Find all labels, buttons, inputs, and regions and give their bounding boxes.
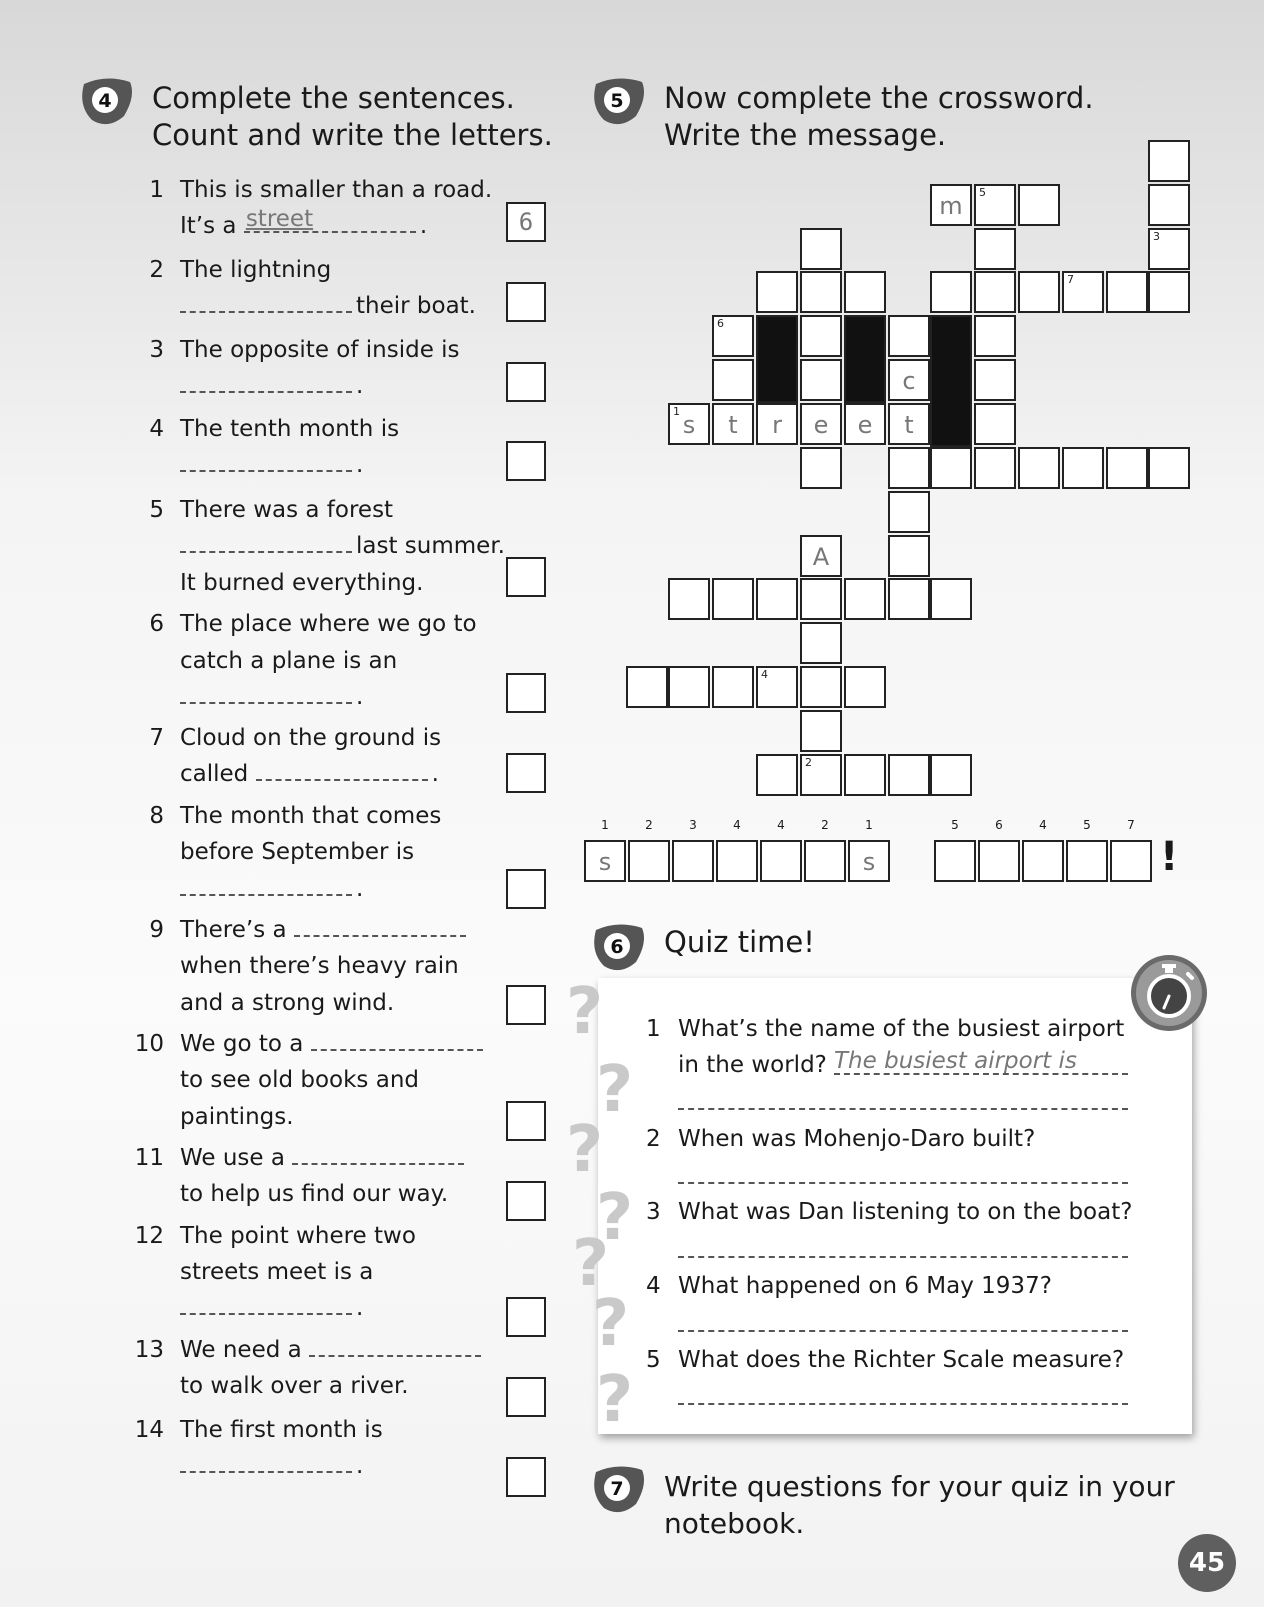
answer-blank[interactable] — [180, 529, 352, 553]
answer-blank[interactable] — [294, 913, 466, 937]
letter-count-box[interactable] — [506, 1297, 546, 1337]
answer-blank[interactable] — [180, 872, 352, 896]
crossword-cell[interactable] — [800, 754, 842, 796]
message-number: 3 — [689, 818, 697, 832]
message-number: 4 — [1039, 818, 1047, 832]
answer-line[interactable] — [678, 1182, 1128, 1184]
item-text: We need a — [180, 1337, 302, 1363]
answer-blank[interactable] — [180, 289, 352, 313]
item-text: There’s a — [180, 917, 287, 943]
item-number: 12 — [134, 1223, 164, 1249]
answer-blank[interactable] — [180, 1291, 352, 1315]
crossword-cell[interactable] — [712, 666, 754, 708]
crossword-cell[interactable] — [1106, 271, 1148, 313]
letter-count-box[interactable] — [506, 1457, 546, 1497]
item-number: 11 — [134, 1145, 164, 1171]
answer-line[interactable] — [678, 1330, 1128, 1332]
crossword-cell[interactable] — [888, 754, 930, 796]
letter-count-box[interactable] — [506, 985, 546, 1025]
handwritten-answer: The busiest airport is — [834, 1048, 1077, 1074]
message-number: 2 — [821, 818, 829, 832]
quiz-question-text: What does the Richter Scale measure? — [678, 1347, 1125, 1373]
crossword-cell[interactable] — [1148, 184, 1190, 226]
crossword-cell[interactable] — [1148, 271, 1190, 313]
item-text: This is smaller than a road. — [180, 177, 493, 203]
item-text: to help us find our way. — [180, 1181, 449, 1207]
section-5-title — [664, 80, 1094, 154]
section-6-title: Quiz time! — [664, 925, 815, 959]
section-7-title-line1: Write questions for your quiz in your — [664, 1470, 1175, 1503]
item-number: 2 — [149, 257, 164, 283]
clue-number: 2 — [805, 756, 812, 769]
crossword-cell[interactable]: m — [930, 184, 972, 226]
cell-letter: s — [682, 411, 696, 439]
crossword-cell[interactable] — [844, 666, 886, 708]
crossword-cell[interactable] — [756, 666, 798, 708]
item-line — [180, 288, 476, 325]
message-cell[interactable] — [978, 840, 1020, 882]
answer-blank[interactable] — [256, 757, 428, 781]
item-number: 10 — [134, 1031, 164, 1057]
crossword-cell[interactable] — [844, 754, 886, 796]
question-mark-decoration: ? — [566, 975, 604, 1049]
item-number: 14 — [134, 1417, 164, 1443]
quiz-question-number: 2 — [646, 1126, 661, 1152]
crossword-cell[interactable] — [1018, 184, 1060, 226]
crossword-cell[interactable] — [800, 447, 842, 489]
item-line — [180, 368, 363, 405]
message-number: 6 — [995, 818, 1003, 832]
item-line — [180, 871, 363, 908]
item-number: 4 — [149, 416, 164, 442]
crossword-cell[interactable] — [800, 578, 842, 620]
item-text: . — [356, 373, 364, 399]
answer-blank[interactable] — [311, 1027, 483, 1051]
crossword-cell[interactable] — [888, 578, 930, 620]
crossword-cell[interactable] — [1018, 271, 1060, 313]
letter-count-box[interactable] — [506, 673, 546, 713]
item-text: Cloud on the ground is — [180, 725, 442, 751]
crossword-cell[interactable] — [1018, 447, 1060, 489]
crossword-cell[interactable] — [668, 403, 710, 445]
message-number: 4 — [733, 818, 741, 832]
crossword-cell[interactable] — [974, 403, 1016, 445]
crossword-cell[interactable] — [800, 228, 842, 270]
item-text: We go to a — [180, 1031, 304, 1057]
crossword-cell[interactable] — [1062, 271, 1104, 313]
crossword-cell[interactable] — [668, 666, 710, 708]
message-cell[interactable]: s — [584, 840, 626, 882]
crossword-cell[interactable] — [800, 359, 842, 401]
crossword-cell[interactable] — [888, 447, 930, 489]
section-4-number: 4 — [98, 90, 112, 112]
question-mark-decoration: ? — [596, 1053, 634, 1127]
crossword-cell[interactable] — [930, 754, 972, 796]
answer-blank[interactable] — [180, 448, 352, 472]
message-cell[interactable] — [1022, 840, 1064, 882]
crossword-cell[interactable] — [974, 315, 1016, 357]
section-7-badge — [590, 1464, 646, 1514]
crossword-cell[interactable] — [1148, 228, 1190, 270]
section-5-badge — [590, 76, 646, 126]
item-number: 13 — [134, 1337, 164, 1363]
section-4-title-line1: Complete the sentences. — [152, 81, 515, 115]
crossword-cell[interactable] — [756, 754, 798, 796]
item-line — [180, 1332, 485, 1369]
item-text: to see old books and — [180, 1067, 419, 1093]
crossword-cell[interactable] — [712, 578, 754, 620]
item-text: The first month is — [180, 1417, 383, 1443]
quiz-question-number: 5 — [646, 1347, 661, 1373]
clue-number: 4 — [761, 668, 768, 681]
answer-blank[interactable] — [180, 1449, 352, 1473]
item-line — [180, 1140, 468, 1177]
item-text: . — [356, 876, 364, 902]
crossword-block — [756, 315, 798, 403]
crossword-cell[interactable]: e — [844, 403, 886, 445]
answer-blank[interactable] — [244, 206, 416, 233]
crossword-cell[interactable]: t — [888, 403, 930, 445]
question-mark-decoration: ? — [596, 1363, 634, 1437]
crossword-cell[interactable]: c — [888, 359, 930, 401]
exclamation-mark: ! — [1160, 834, 1179, 880]
answer-blank[interactable] — [180, 369, 352, 393]
page-number: 45 — [1178, 1534, 1236, 1592]
clue-number: 1 — [673, 405, 680, 418]
message-cell[interactable]: s — [848, 840, 890, 882]
item-text: . — [431, 761, 439, 787]
item-text: The point where two — [180, 1223, 416, 1249]
message-number: 1 — [865, 818, 873, 832]
message-cell[interactable] — [716, 840, 758, 882]
section-6-badge — [590, 922, 646, 972]
answer-blank[interactable] — [309, 1333, 481, 1357]
answer-line[interactable] — [678, 1108, 1128, 1110]
quiz-question-text: When was Mohenjo-Daro built? — [678, 1126, 1036, 1152]
quiz-question-number: 1 — [646, 1016, 661, 1042]
letter-count-box[interactable] — [506, 362, 546, 402]
crossword-cell[interactable]: t — [712, 403, 754, 445]
item-text: before September is — [180, 839, 415, 865]
item-text: streets meet is a — [180, 1259, 374, 1285]
quiz-question-text: in the world? — [678, 1052, 827, 1078]
handwritten-answer: street — [245, 206, 314, 232]
clue-number: 6 — [717, 317, 724, 330]
message-number: 2 — [645, 818, 653, 832]
quiz-question-number: 3 — [646, 1199, 661, 1225]
crossword-cell[interactable] — [800, 710, 842, 752]
item-text: It burned everything. — [180, 570, 424, 596]
item-line — [180, 1026, 487, 1063]
message-cell[interactable] — [804, 840, 846, 882]
item-number: 5 — [149, 497, 164, 523]
item-text: It’s a — [180, 213, 237, 239]
crossword-cell[interactable] — [888, 315, 930, 357]
item-text: . — [356, 1453, 364, 1479]
crossword-cell[interactable] — [1148, 140, 1190, 182]
quiz-question-number: 4 — [646, 1273, 661, 1299]
item-line — [180, 756, 439, 793]
item-text: There was a forest — [180, 497, 394, 523]
section-4-title — [152, 80, 553, 154]
crossword-cell[interactable] — [974, 228, 1016, 270]
message-number: 5 — [951, 818, 959, 832]
message-cell[interactable] — [934, 840, 976, 882]
item-text: to walk over a river. — [180, 1373, 409, 1399]
crossword-cell[interactable] — [1148, 447, 1190, 489]
item-text: last summer. — [356, 533, 505, 559]
clue-number: 7 — [1067, 273, 1074, 286]
crossword-cell[interactable] — [712, 359, 754, 401]
letter-count-box[interactable] — [506, 282, 546, 322]
message-number: 1 — [601, 818, 609, 832]
item-number: 7 — [149, 725, 164, 751]
crossword-cell[interactable] — [844, 271, 886, 313]
item-text: . — [356, 684, 364, 710]
crossword-block — [844, 315, 886, 403]
section-6-number: 6 — [610, 936, 624, 958]
message-cell[interactable] — [672, 840, 714, 882]
section-5-number: 5 — [610, 90, 624, 112]
crossword-cell[interactable] — [756, 271, 798, 313]
crossword-cell[interactable] — [888, 491, 930, 533]
quiz-question-text: What’s the name of the busiest airport — [678, 1016, 1125, 1042]
letter-count-box[interactable] — [506, 1181, 546, 1221]
message-cell[interactable] — [628, 840, 670, 882]
item-line — [180, 528, 505, 565]
item-number: 8 — [149, 803, 164, 829]
item-number: 1 — [149, 177, 164, 203]
item-line — [180, 912, 470, 949]
crossword-cell[interactable] — [974, 271, 1016, 313]
message-number: 4 — [777, 818, 785, 832]
message-cell[interactable] — [1066, 840, 1108, 882]
item-number: 3 — [149, 337, 164, 363]
crossword-cell[interactable] — [712, 315, 754, 357]
crossword-cell[interactable] — [974, 447, 1016, 489]
letter-count-box[interactable] — [506, 1101, 546, 1141]
section-7-title-line2: notebook. — [664, 1507, 805, 1540]
crossword-cell[interactable] — [844, 578, 886, 620]
item-text: The tenth month is — [180, 416, 400, 442]
item-text: . — [356, 1295, 364, 1321]
section-4-title-line2: Count and write the letters. — [152, 118, 553, 152]
item-text: . — [419, 213, 428, 239]
letter-count-box[interactable] — [506, 441, 546, 481]
item-text: paintings. — [180, 1104, 294, 1130]
clue-number: 3 — [1153, 230, 1160, 243]
section-5-title-line1: Now complete the crossword. — [664, 81, 1094, 115]
letter-count-box[interactable]: 6 — [506, 202, 546, 242]
item-text: when there’s heavy rain — [180, 953, 459, 979]
section-5-title-line2: Write the message. — [664, 118, 947, 152]
crossword-cell[interactable] — [888, 535, 930, 577]
crossword-cell[interactable] — [800, 622, 842, 664]
clue-number: 5 — [979, 186, 986, 199]
crossword-cell[interactable] — [974, 359, 1016, 401]
item-text: The lightning — [180, 257, 332, 283]
letter-count-box[interactable] — [506, 869, 546, 909]
quiz-question-text: What happened on 6 May 1937? — [678, 1273, 1052, 1299]
item-line — [180, 679, 363, 716]
item-number: 6 — [149, 611, 164, 637]
item-line — [180, 1448, 363, 1485]
crossword-cell[interactable] — [930, 578, 972, 620]
answer-line[interactable] — [678, 1256, 1128, 1258]
answer-blank[interactable] — [180, 680, 352, 704]
section-7-title — [664, 1468, 1175, 1542]
section-4-badge — [78, 76, 134, 126]
crossword-cell[interactable] — [974, 184, 1016, 226]
crossword-cell[interactable] — [1062, 447, 1104, 489]
section-7-number: 7 — [610, 1478, 624, 1500]
crossword-cell[interactable] — [800, 271, 842, 313]
answer-blank[interactable] — [292, 1141, 464, 1165]
message-number: 7 — [1127, 818, 1135, 832]
message-cell[interactable] — [760, 840, 802, 882]
question-mark-decoration: ? — [592, 1287, 630, 1361]
letter-count-box[interactable] — [506, 1377, 546, 1417]
item-number: 9 — [149, 917, 164, 943]
item-text: their boat. — [356, 293, 476, 319]
crossword-cell[interactable] — [626, 666, 668, 708]
item-line — [180, 1290, 363, 1327]
item-text: called — [180, 761, 249, 787]
quiz-question-text: What was Dan listening to on the boat? — [678, 1199, 1133, 1225]
crossword-cell[interactable]: r — [756, 403, 798, 445]
crossword-block — [930, 315, 972, 447]
item-text: . — [356, 452, 364, 478]
answer-line[interactable] — [678, 1403, 1128, 1405]
item-line — [180, 447, 363, 484]
crossword-cell[interactable] — [668, 578, 710, 620]
crossword-cell[interactable] — [930, 271, 972, 313]
question-mark-decoration: ? — [566, 1113, 604, 1187]
item-line — [180, 208, 427, 245]
letter-count-box[interactable] — [506, 557, 546, 597]
crossword-cell[interactable] — [756, 578, 798, 620]
message-number: 5 — [1083, 818, 1091, 832]
crossword-cell[interactable] — [1106, 447, 1148, 489]
question-mark-decoration: ? — [596, 1181, 634, 1255]
item-text: catch a plane is an — [180, 648, 398, 674]
message-cell[interactable] — [1110, 840, 1152, 882]
crossword-cell[interactable]: A — [800, 535, 842, 577]
item-text: and a strong wind. — [180, 990, 395, 1016]
item-text: The month that comes — [180, 803, 442, 829]
letter-count-box[interactable] — [506, 753, 546, 793]
item-text: We use a — [180, 1145, 285, 1171]
crossword-cell[interactable] — [800, 315, 842, 357]
crossword-cell[interactable] — [800, 666, 842, 708]
item-text: The opposite of inside is — [180, 337, 460, 363]
answer-line[interactable] — [834, 1073, 1128, 1075]
crossword-cell[interactable]: e — [800, 403, 842, 445]
crossword-cell[interactable] — [930, 447, 972, 489]
stopwatch-icon — [1128, 952, 1210, 1034]
item-text: The place where we go to — [180, 611, 477, 637]
question-mark-decoration: ? — [572, 1227, 610, 1301]
